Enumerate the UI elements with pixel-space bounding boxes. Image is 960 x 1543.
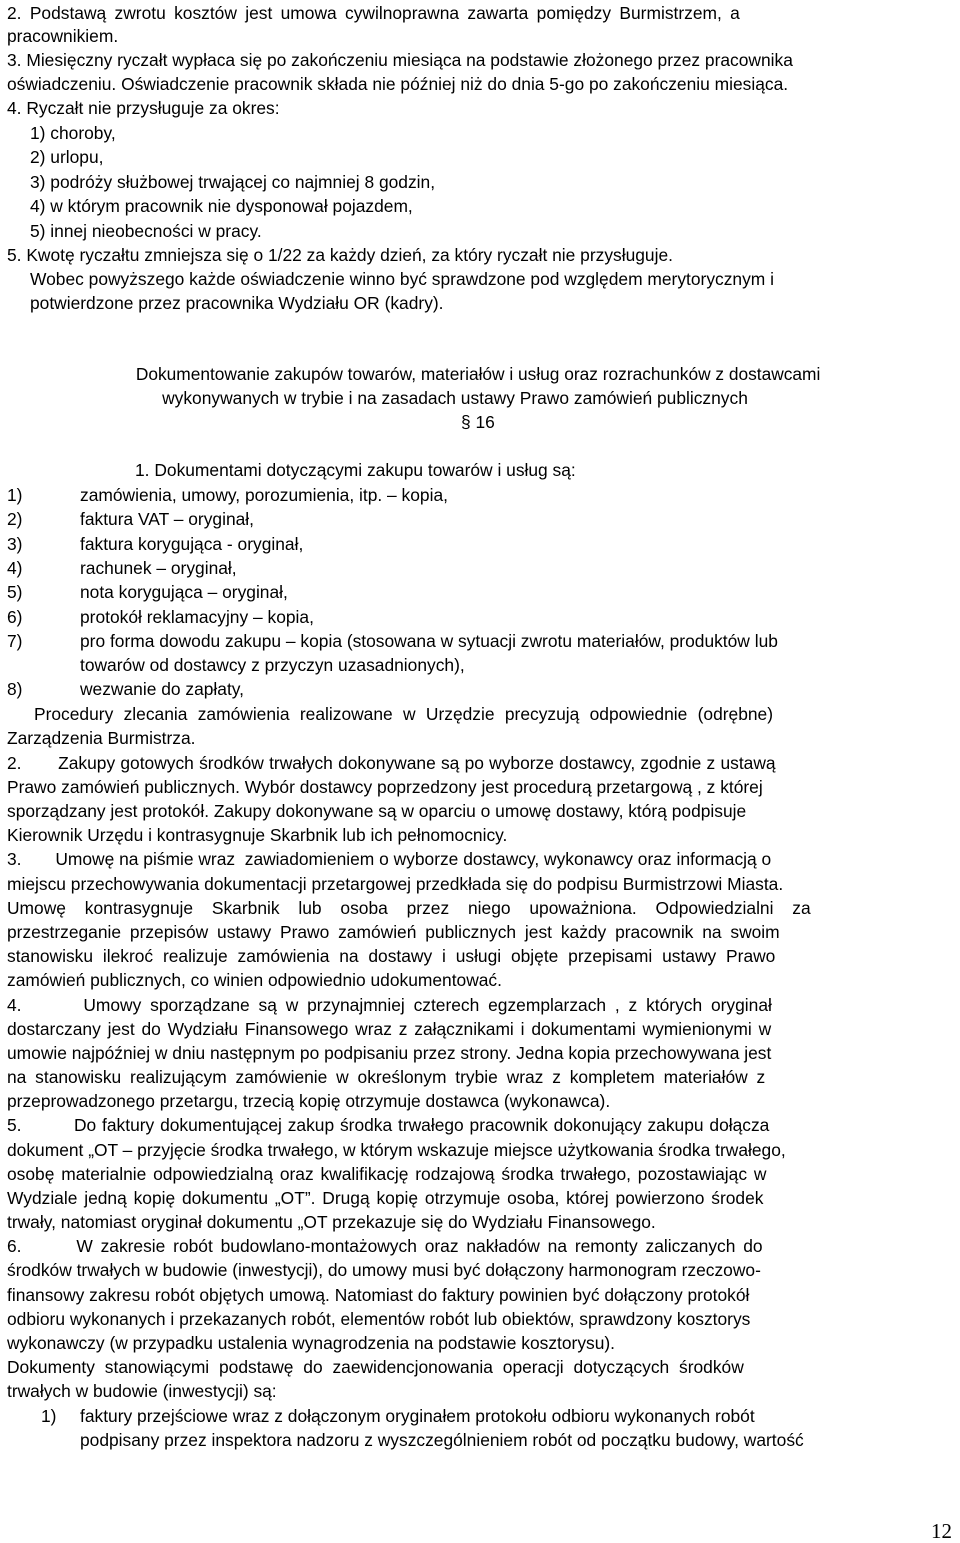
list-item: nota korygująca – oryginał, bbox=[80, 582, 288, 602]
list-number: 2) bbox=[7, 509, 23, 529]
list-number: 1) bbox=[7, 485, 23, 505]
text-line: odbioru wykonanych i przekazanych robót, elementów robót lub obiektów, sprawdzony kosztorys bbox=[7, 1309, 751, 1329]
text-line: 5. Do faktury dokumentującej zakup środka trwałego pracownik dokonujący zakupu dołącza bbox=[7, 1115, 770, 1135]
list-item: faktury przejściowe wraz z dołączonym oryginałem protokołu odbioru wykonanych robót bbox=[80, 1406, 755, 1426]
text-line: przestrzeganie przepisów ustawy Prawo zamówień publicznych jest każdy pracownik na swoim bbox=[7, 922, 780, 942]
text-line: 6. W zakresie robót budowlano-montażowych oraz nakładów na remonty zaliczanych do bbox=[7, 1236, 763, 1256]
text-line: 4. Ryczałt nie przysługuje za okres: bbox=[7, 98, 280, 118]
text-line: Prawo zamówień publicznych. Wybór dostawcy poprzedzony jest procedurą przetargową , z której bbox=[7, 777, 763, 797]
list-number: 5) bbox=[7, 582, 23, 602]
text-line: trwały, natomiast oryginał dokumentu „OT przekazuje się do Wydziału Finansowego. bbox=[7, 1212, 656, 1232]
list-item: 4) w którym pracownik nie dysponował pojazdem, bbox=[30, 196, 413, 216]
text-line: umowie najpóźniej w dniu następnym po podpisaniu przez strony. Jedna kopia przechowywana jest bbox=[7, 1043, 772, 1063]
text-line: Kierownik Urzędu i kontrasygnuje Skarbnik lub ich pełnomocnicy. bbox=[7, 825, 508, 845]
text-line: Dokumenty stanowiącymi podstawę do zaewidencjonowania operacji dotyczących środków bbox=[7, 1357, 744, 1377]
text-line: pracownikiem. bbox=[7, 26, 119, 46]
list-number: 8) bbox=[7, 679, 23, 699]
list-item: protokół reklamacyjny – kopia, bbox=[80, 607, 314, 627]
text-line: stanowisku ilekroć realizuje zamówienia na dostawy i usługi objęte przepisami ustawy Prawo bbox=[7, 946, 776, 966]
list-item: faktura korygująca - oryginał, bbox=[80, 534, 304, 554]
list-number: 1) bbox=[41, 1406, 57, 1426]
text-line: 5. Kwotę ryczałtu zmniejsza się o 1/22 za każdy dzień, za który ryczałt nie przysługuje. bbox=[7, 245, 673, 265]
list-item: rachunek – oryginał, bbox=[80, 558, 237, 578]
list-item: pro forma dowodu zakupu – kopia (stosowana w sytuacji zwrotu materiałów, produktów lub bbox=[80, 631, 778, 651]
text-line: potwierdzone przez pracownika Wydziału OR (kadry). bbox=[30, 293, 444, 313]
text-line: przeprowadzonego przetargu, trzecią kopię otrzymuje dostawca (wykonawca). bbox=[7, 1091, 611, 1111]
list-number: 4) bbox=[7, 558, 23, 578]
list-item: 3) podróży służbowej trwającej co najmniej 8 godzin, bbox=[30, 172, 436, 192]
text-line: środków trwałych w budowie (inwestycji), do umowy musi być dołączony harmonogram rzeczowo- bbox=[7, 1260, 761, 1280]
list-item: podpisany przez inspektora nadzoru z wyszczególnieniem robót od początku budowy, wartość bbox=[80, 1430, 804, 1450]
list-number: 6) bbox=[7, 607, 23, 627]
text-line: dokument „OT – przyjęcie środka trwałego, w którym wskazuje miejsce użytkowania środka trwałego, bbox=[7, 1140, 786, 1160]
text-line: 2. Zakupy gotowych środków trwałych dokonywane są po wyborze dostawcy, zgodnie z ustawą bbox=[7, 753, 776, 773]
text-line: finansowy zakresu robót objętych umową. Natomiast do faktury powinien być dołączony protokół bbox=[7, 1285, 750, 1305]
list-item: towarów od dostawcy z przyczyn uzasadnionych), bbox=[80, 655, 465, 675]
paragraph-sign: § 16 bbox=[461, 412, 495, 432]
text-line: osobę materialnie odpowiedzialną oraz kwalifikację rodzajową środka trwałego, pozostawiając w bbox=[7, 1164, 767, 1184]
text-line: zamówień publicznych, co winien odpowiednio udokumentować. bbox=[7, 970, 502, 990]
text-line: Umowę kontrasygnuje Skarbnik lub osoba przez niego upoważniona. Odpowiedzialni za bbox=[7, 898, 811, 918]
text-line: Wydziale jedną kopię dokumentu „OT”. Drugą kopię otrzymuje osoba, której powierzono środek bbox=[7, 1188, 764, 1208]
list-item: wezwanie do zapłaty, bbox=[80, 679, 245, 699]
paragraph-heading: 1. Dokumentami dotyczącymi zakupu towarów i usług są: bbox=[135, 460, 576, 480]
text-line: 2. Podstawą zwrotu kosztów jest umowa cywilnoprawna zawarta pomiędzy Burmistrzem, a bbox=[7, 3, 740, 23]
list-item: 5) innej nieobecności w pracy. bbox=[30, 221, 262, 241]
list-number: 3) bbox=[7, 534, 23, 554]
list-number: 7) bbox=[7, 631, 23, 651]
text-line: 4. Umowy sporządzane są w przynajmniej czterech egzemplarzach , z których oryginał bbox=[7, 995, 772, 1015]
list-item: zamówienia, umowy, porozumienia, itp. – kopia, bbox=[80, 485, 448, 505]
text-line: sporządzany jest protokół. Zakupy dokonywane są w oparciu o umowę dostawy, którą podpisuje bbox=[7, 801, 747, 821]
section-title: Dokumentowanie zakupów towarów, materiałów i usług oraz rozrachunków z dostawcami bbox=[135, 364, 821, 384]
section-title: wykonywanych w trybie i na zasadach ustawy Prawo zamówień publicznych bbox=[162, 388, 748, 408]
text-line: Zarządzenia Burmistrza. bbox=[7, 728, 196, 748]
text-line: 3. Miesięczny ryczałt wypłaca się po zakończeniu miesiąca na podstawie złożonego przez pracownika bbox=[7, 50, 793, 70]
text-line: 3. Umowę na piśmie wraz zawiadomieniem o wyborze dostawcy, wykonawcy oraz informacją o bbox=[7, 849, 772, 869]
text-line: oświadczeniu. Oświadczenie pracownik składa nie później niż do dnia 5-go po zakończeniu miesiąca. bbox=[7, 74, 789, 94]
text-line: wykonawczy (w przypadku ustalenia wynagrodzenia na podstawie kosztorysu). bbox=[7, 1333, 616, 1353]
text-line: Procedury zlecania zamówienia realizowane w Urzędzie precyzują odpowiednie (odrębne) bbox=[34, 704, 774, 724]
text-line: trwałych w budowie (inwestycji) są: bbox=[7, 1381, 277, 1401]
text-line: dostarczany jest do Wydziału Finansowego wraz z załącznikami i dokumentami wymienionymi w bbox=[7, 1019, 772, 1039]
list-item: faktura VAT – oryginał, bbox=[80, 509, 254, 529]
list-item: 2) urlopu, bbox=[30, 147, 104, 167]
text-line: na stanowisku realizującym zamówienie w określonym trybie wraz z kompletem materiałów z bbox=[7, 1067, 766, 1087]
list-item: 1) choroby, bbox=[30, 123, 116, 143]
text-line: Wobec powyższego każde oświadczenie winno być sprawdzone pod względem merytorycznym i bbox=[30, 269, 774, 289]
page-number: 12 bbox=[931, 1519, 952, 1543]
text-line: miejscu przechowywania dokumentacji przetargowej przedkłada się do podpisu Burmistrzowi Miasta. bbox=[7, 874, 784, 894]
